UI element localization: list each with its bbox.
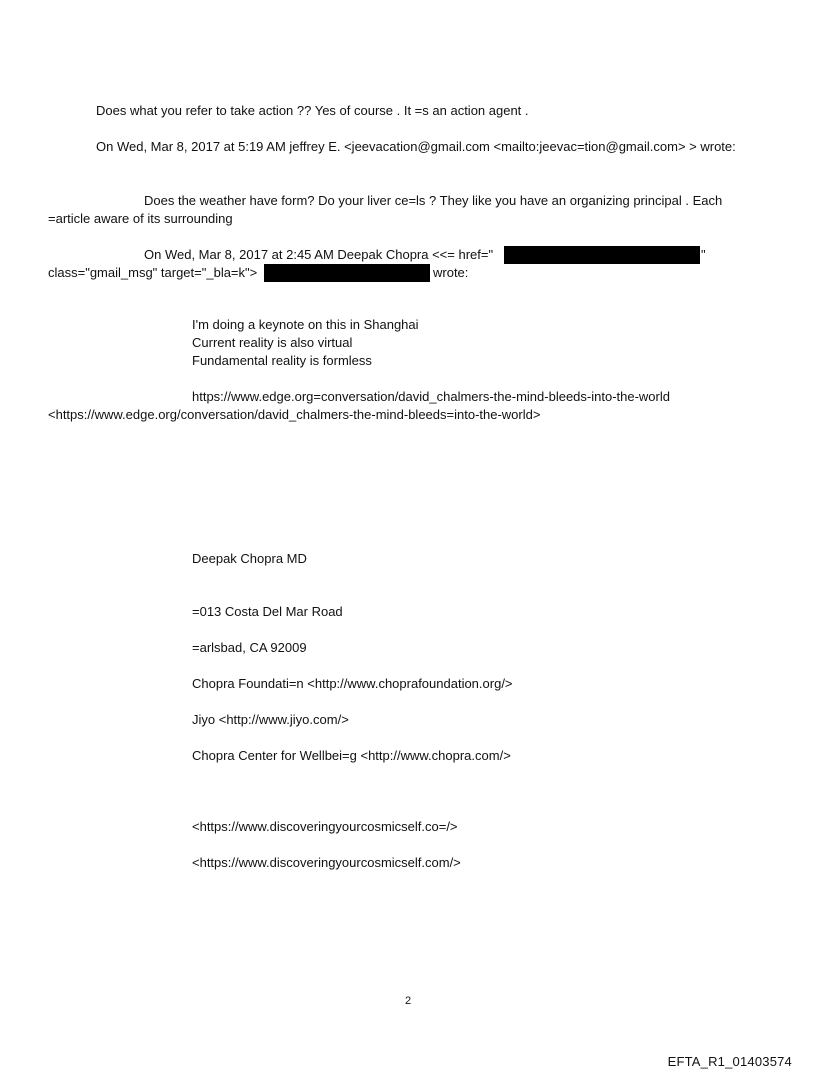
signature-cosmic-link2: <https://www.discoveringyourcosmicself.com/> xyxy=(192,855,461,870)
message-line: Current reality is also virtual xyxy=(192,335,353,350)
quote2-header-line1-start: On Wed, Mar 8, 2017 at 2:45 AM Deepak Chopra <<= href=" xyxy=(144,247,494,262)
redaction-bar-url xyxy=(504,246,700,264)
quote1-header: On Wed, Mar 8, 2017 at 5:19 AM jeffrey E. <jeevacation@gmail.com <mailto:jeevac=tion@gmail.com> > wrote: xyxy=(96,139,736,154)
signature-address1: =013 Costa Del Mar Road xyxy=(192,604,343,619)
bates-number: EFTA_R1_01403574 xyxy=(667,1054,792,1069)
message-line: I'm doing a keynote on this in Shanghai xyxy=(192,317,419,332)
signature-foundation-link: Chopra Foundati=n <http://www.choprafoundation.org/> xyxy=(192,676,513,691)
quote2-header-line1-end: " xyxy=(701,247,706,262)
edge-link-line1: https://www.edge.org=conversation/david_chalmers-the-mind-bleeds-into-the-world xyxy=(192,389,670,404)
quote2-header-line2-end: wrote: xyxy=(433,265,469,280)
page-number: 2 xyxy=(404,995,412,1007)
edge-link-line2: <https://www.edge.org/conversation/david_chalmers-the-mind-bleeds=into-the-world> xyxy=(48,407,541,422)
redaction-bar-email xyxy=(264,264,430,282)
signature-jiyo-link: Jiyo <http://www.jiyo.com/> xyxy=(192,712,349,727)
quote1-body-line2: =article aware of its surrounding xyxy=(48,211,233,226)
quote2-header-line2-start: class="gmail_msg" target="_bla=k"> xyxy=(48,265,258,280)
quote1-body-line1: Does the weather have form? Do your liver ce=ls ? They like you have an organizing principal . Each xyxy=(144,193,723,208)
signature-cosmic-link1: <https://www.discoveringyourcosmicself.co=/> xyxy=(192,819,458,834)
signature-center-link: Chopra Center for Wellbei=g <http://www.chopra.com/> xyxy=(192,748,511,763)
reply-top-text: Does what you refer to take action ?? Yes of course . It =s an action agent . xyxy=(96,103,529,118)
signature-name: Deepak Chopra MD xyxy=(192,551,307,566)
signature-address2: =arlsbad, CA 92009 xyxy=(192,640,307,655)
message-line: Fundamental reality is formless xyxy=(192,353,372,368)
